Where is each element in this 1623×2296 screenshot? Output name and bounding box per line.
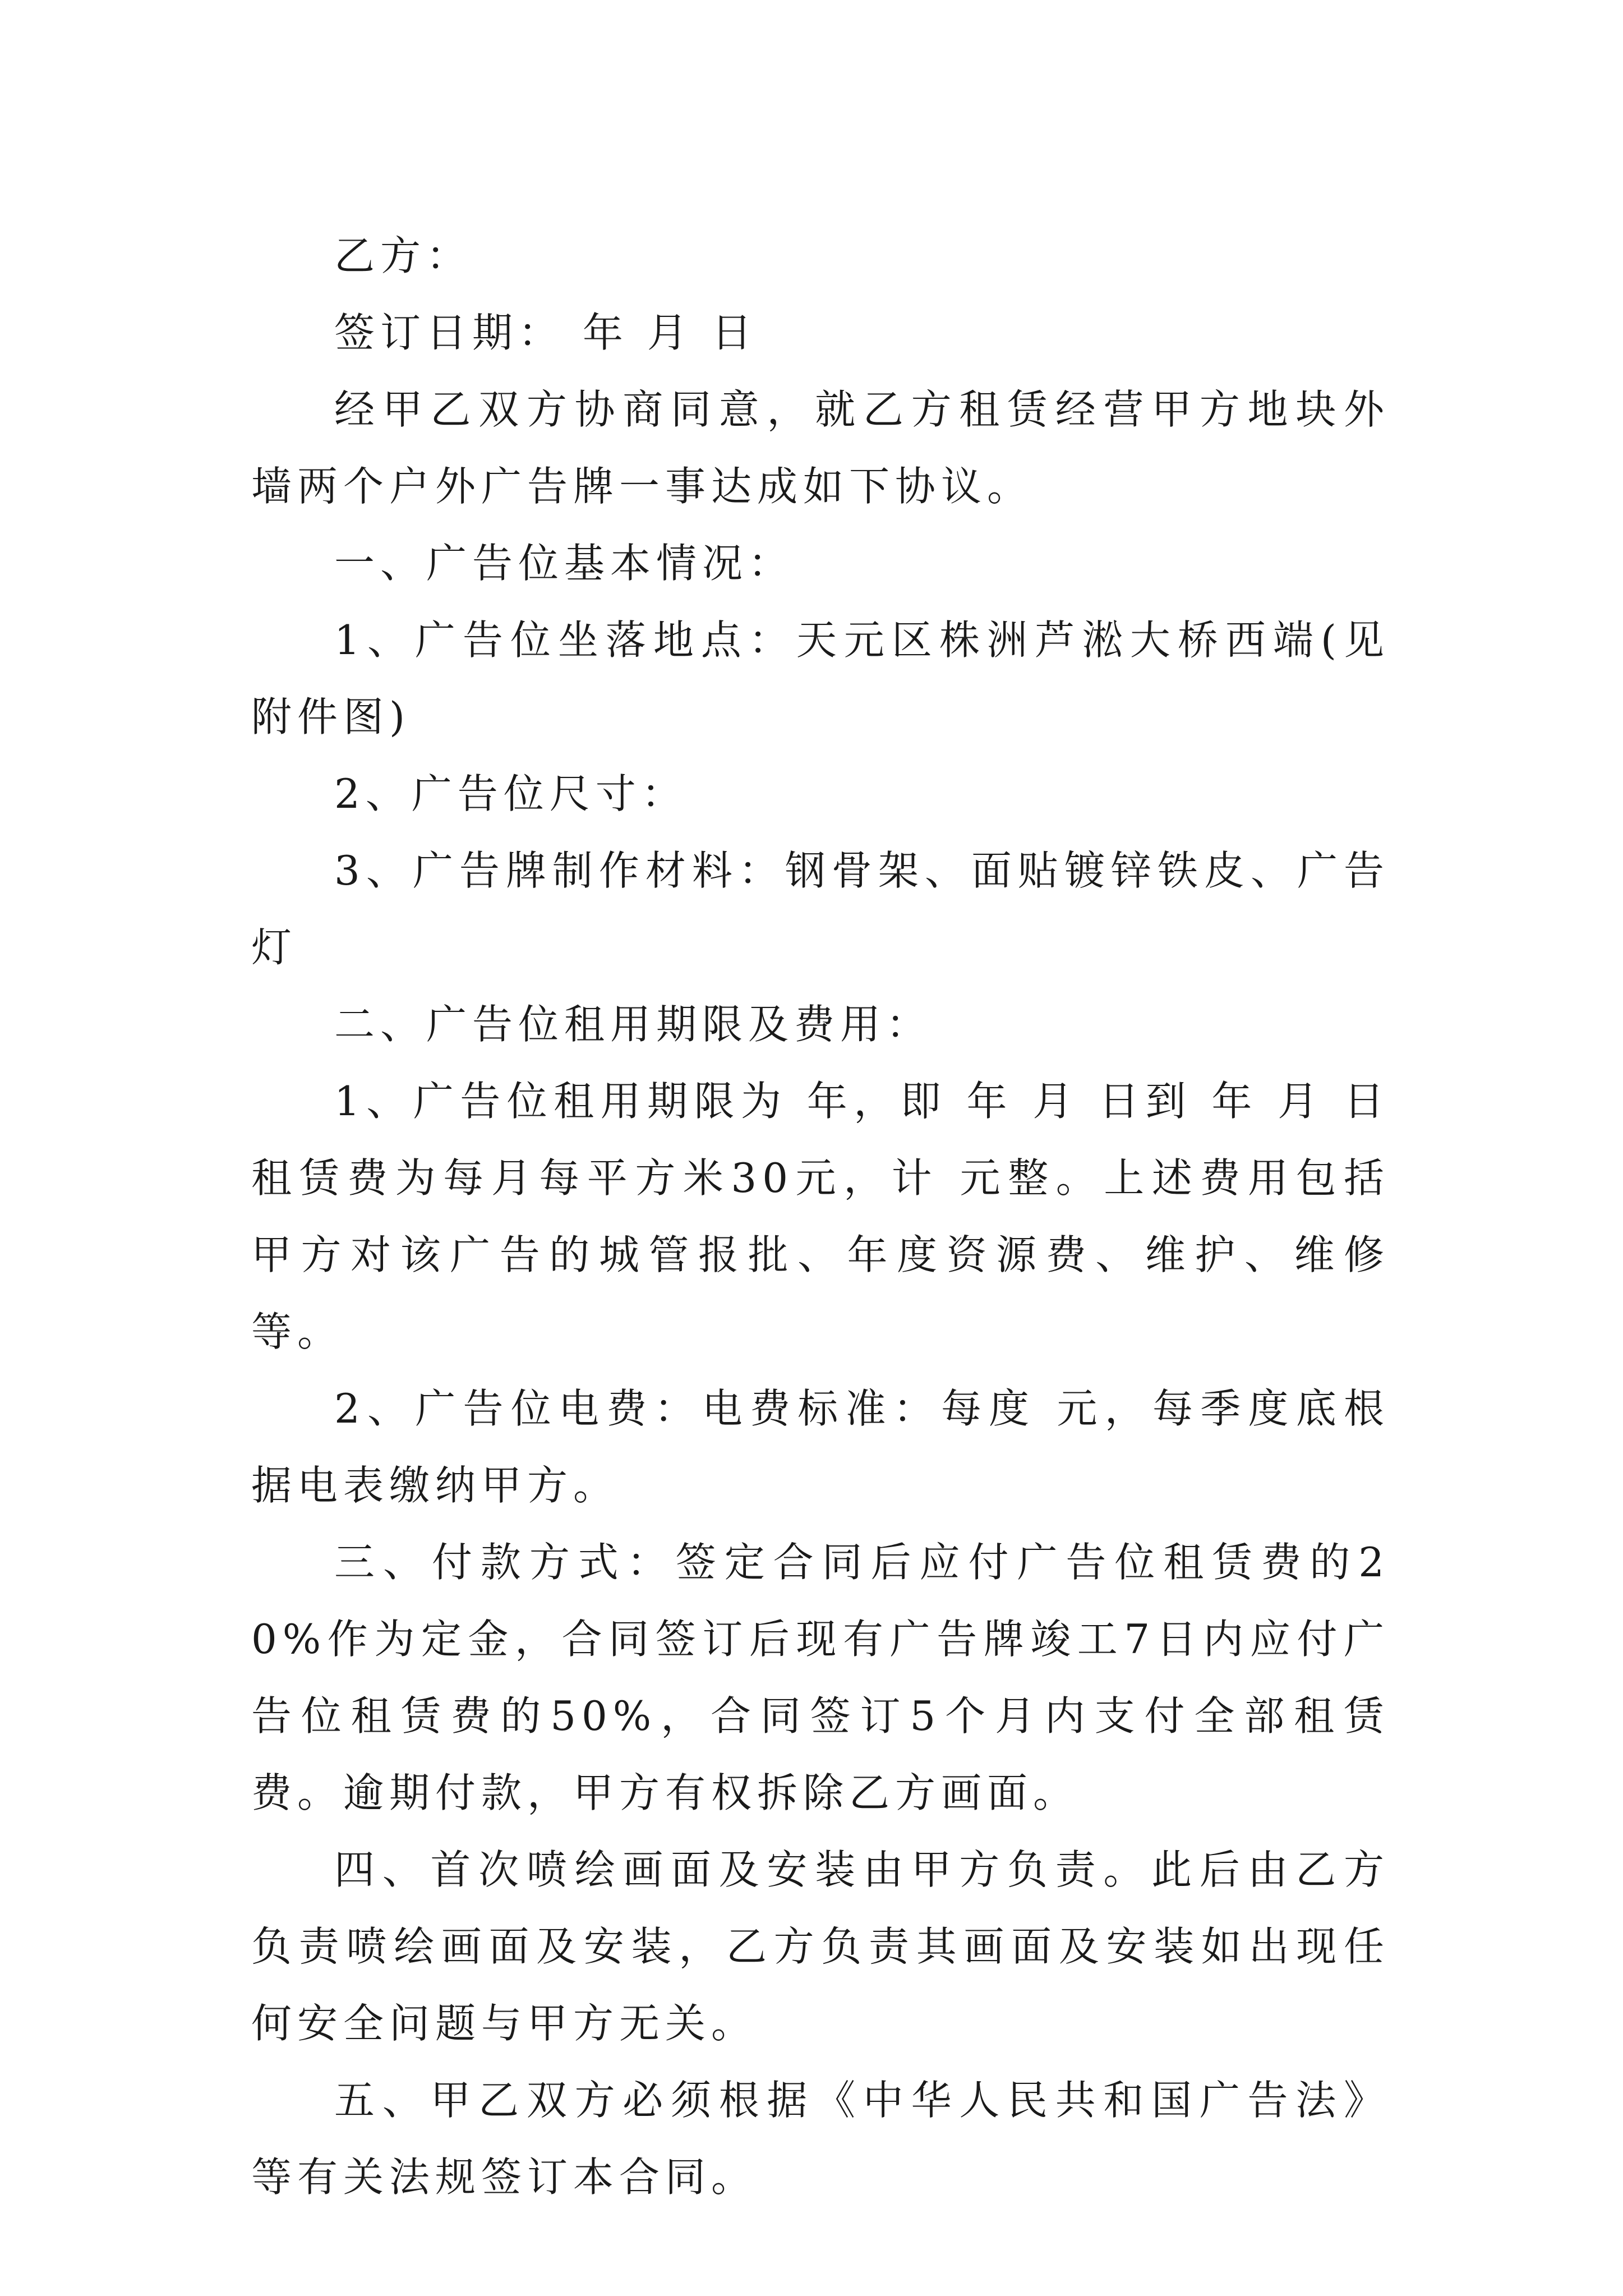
contract-body bbox=[251, 218, 1390, 2216]
clause-2-2-electricity: 2、广告位电费：电费标准：每度 元，每季度底根据电表缴纳甲方。 bbox=[251, 1385, 1390, 1509]
clause-1-2-size: 2、广告位尺寸： bbox=[334, 770, 688, 817]
party-b-line: 乙方： bbox=[334, 232, 473, 279]
section-1-heading: 一、广告位基本情况： bbox=[334, 540, 795, 587]
agreement-intro: 经甲乙双方协商同意，就乙方租赁经营甲方地块外墙两个户外广告牌一事达成如下协议。 bbox=[251, 386, 1390, 510]
section-4-installation: 四、首次喷绘画面及安装由甲方负责。此后由乙方负责喷绘画面及安装，乙方负责其画面及安装如出现任何安全问题与甲方无关。 bbox=[251, 1846, 1390, 2047]
section-2-heading: 二、广告位租用期限及费用： bbox=[334, 1001, 933, 1048]
section-3-payment: 三、付款方式：签定合同后应付广告位租赁费的20%作为定金，合同签订后现有广告牌竣工7日内应付广告位租赁费的50%，合同签订5个月内支付全部租赁费。逾期付款，甲方有权拆除乙方画面。 bbox=[251, 1539, 1390, 1816]
section-5-legal-basis: 五、甲乙双方必须根据《中华人民共和国广告法》等有关法规签订本合同。 bbox=[251, 2077, 1390, 2201]
clause-1-1-location: 1、广告位坐落地点：天元区株洲芦淞大桥西端(见附件图) bbox=[251, 616, 1390, 740]
clause-1-3-materials: 3、广告牌制作材料：钢骨架、面贴镀锌铁皮、广告灯 bbox=[251, 847, 1390, 971]
signing-date-line: 签订日期： 年 月 日 bbox=[334, 309, 758, 356]
clause-2-1-term-fee: 1、广告位租用期限为 年，即 年 月 日到 年 月 日租赁费为每月每平方米30元，计 元整。上述费用包括甲方对该广告的城管报批、年度资源费、维护、维修等。 bbox=[251, 1078, 1390, 1355]
